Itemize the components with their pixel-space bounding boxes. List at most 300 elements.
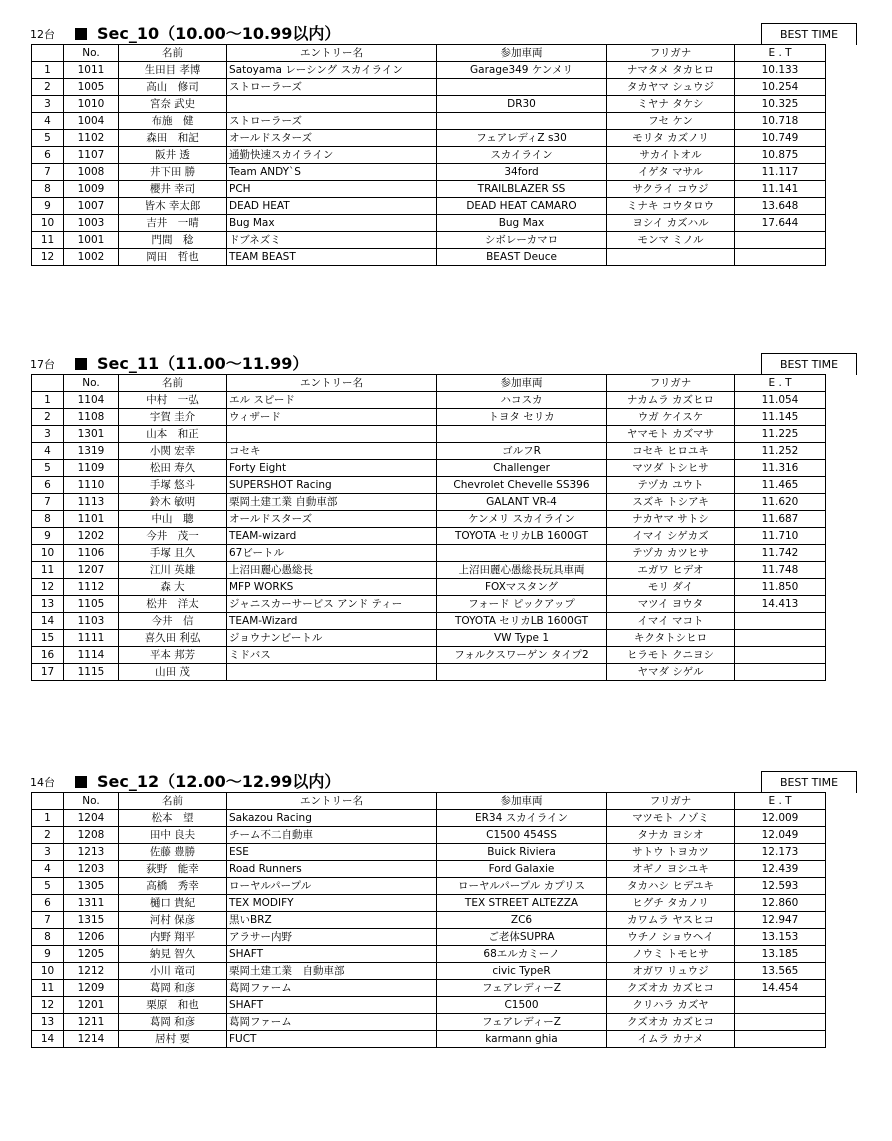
section-1 xyxy=(0,22,892,263)
entry-name-cell: アラサー内野 xyxy=(227,929,437,946)
section-2 xyxy=(0,352,892,678)
furigana-cell: ミヤナ タケシ xyxy=(607,96,735,113)
entry-name-cell: ドブネズミ xyxy=(227,232,437,249)
number-cell: 1319 xyxy=(64,443,119,460)
et-cell xyxy=(735,232,826,249)
entry-name-cell: 上沼田麗心愚総長 xyxy=(227,562,437,579)
table-row xyxy=(32,164,826,181)
vehicle-cell: シボレーカマロ xyxy=(437,232,607,249)
vehicle-cell: フォルクスワーゲン タイプ2 xyxy=(437,647,607,664)
rank-cell: 10 xyxy=(32,963,64,980)
number-cell: 1102 xyxy=(64,130,119,147)
table-row xyxy=(32,827,826,844)
vehicle-cell: トヨタ セリカ xyxy=(437,409,607,426)
entry-name-cell: ジャニスカーサービス アンド ティー xyxy=(227,596,437,613)
column-header: E . T xyxy=(735,375,826,392)
vehicle-cell: フォード ピックアップ xyxy=(437,596,607,613)
name-cell: 手塚 悠斗 xyxy=(119,477,227,494)
entry-name-cell: Satoyama レーシング スカイライン xyxy=(227,62,437,79)
table-row xyxy=(32,79,826,96)
furigana-cell: イムラ カナメ xyxy=(607,1031,735,1048)
et-cell xyxy=(735,664,826,681)
entry-name-cell: Road Runners xyxy=(227,861,437,878)
furigana-cell: クズオカ カズヒコ xyxy=(607,980,735,997)
name-cell: 松田 寿久 xyxy=(119,460,227,477)
number-cell: 1212 xyxy=(64,963,119,980)
furigana-cell xyxy=(607,249,735,266)
table-row xyxy=(32,562,826,579)
furigana-cell: オギノ ヨシユキ xyxy=(607,861,735,878)
rank-cell: 5 xyxy=(32,130,64,147)
number-cell: 1201 xyxy=(64,997,119,1014)
index-header xyxy=(32,375,64,392)
entry-name-cell: SHAFT xyxy=(227,997,437,1014)
vehicle-cell: C1500 xyxy=(437,997,607,1014)
best-time-label: BEST TIME xyxy=(761,23,857,45)
table-header-row xyxy=(32,45,826,62)
name-cell: 葛岡 和彦 xyxy=(119,1014,227,1031)
number-cell: 1002 xyxy=(64,249,119,266)
name-cell: 納見 智久 xyxy=(119,946,227,963)
number-cell: 1103 xyxy=(64,613,119,630)
name-cell: 樋口 貴紀 xyxy=(119,895,227,912)
rank-cell: 12 xyxy=(32,249,64,266)
entry-name-cell: 通勤快速スカイライン xyxy=(227,147,437,164)
name-cell: 鈴木 敏明 xyxy=(119,494,227,511)
number-cell: 1205 xyxy=(64,946,119,963)
furigana-cell: モリタ カズノリ xyxy=(607,130,735,147)
rank-cell: 14 xyxy=(32,1031,64,1048)
vehicle-cell: Garage349 ケンメリ xyxy=(437,62,607,79)
vehicle-cell: TRAILBLAZER SS xyxy=(437,181,607,198)
vehicle-cell: ケンメリ スカイライン xyxy=(437,511,607,528)
furigana-cell: モリ ダイ xyxy=(607,579,735,596)
column-header: 名前 xyxy=(119,45,227,62)
column-header: 名前 xyxy=(119,793,227,810)
name-cell: 岡田 哲也 xyxy=(119,249,227,266)
name-cell: 栗原 和也 xyxy=(119,997,227,1014)
entry-name-cell: オールドスターズ xyxy=(227,511,437,528)
et-cell: 11.742 xyxy=(735,545,826,562)
entry-name-cell: オールドスターズ xyxy=(227,130,437,147)
number-cell: 1311 xyxy=(64,895,119,912)
entry-name-cell: 葛岡ファーム xyxy=(227,1014,437,1031)
table-row xyxy=(32,460,826,477)
vehicle-cell xyxy=(437,426,607,443)
section-header xyxy=(0,352,892,374)
number-cell: 1108 xyxy=(64,409,119,426)
table-row xyxy=(32,198,826,215)
vehicle-cell: 34ford xyxy=(437,164,607,181)
vehicle-cell: Challenger xyxy=(437,460,607,477)
number-cell: 1110 xyxy=(64,477,119,494)
entry-name-cell: ストローラーズ xyxy=(227,79,437,96)
vehicle-cell: Bug Max xyxy=(437,215,607,232)
furigana-cell: テヅカ カツヒサ xyxy=(607,545,735,562)
rank-cell: 2 xyxy=(32,827,64,844)
square-bullet-icon xyxy=(75,358,87,370)
et-cell: 11.225 xyxy=(735,426,826,443)
furigana-cell: イマイ マコト xyxy=(607,613,735,630)
table-row xyxy=(32,1014,826,1031)
rank-cell: 6 xyxy=(32,895,64,912)
name-cell: 松井 洋太 xyxy=(119,596,227,613)
number-cell: 1305 xyxy=(64,878,119,895)
vehicle-cell: TEX STREET ALTEZZA xyxy=(437,895,607,912)
et-cell: 14.413 xyxy=(735,596,826,613)
number-cell: 1214 xyxy=(64,1031,119,1048)
number-cell: 1204 xyxy=(64,810,119,827)
results-table xyxy=(31,374,826,681)
vehicle-cell: 上沼田麗心愚総長玩具車両 xyxy=(437,562,607,579)
name-cell: 小関 宏幸 xyxy=(119,443,227,460)
et-cell xyxy=(735,1014,826,1031)
vehicle-cell: 68エルカミーノ xyxy=(437,946,607,963)
et-cell xyxy=(735,997,826,1014)
vehicle-cell xyxy=(437,79,607,96)
column-header: フリガナ xyxy=(607,45,735,62)
table-row xyxy=(32,545,826,562)
table-row xyxy=(32,596,826,613)
entry-name-cell: チーム不二自動車 xyxy=(227,827,437,844)
number-cell: 1203 xyxy=(64,861,119,878)
rank-cell: 5 xyxy=(32,460,64,477)
et-cell: 12.049 xyxy=(735,827,826,844)
table-row xyxy=(32,579,826,596)
number-cell: 1315 xyxy=(64,912,119,929)
rank-cell: 3 xyxy=(32,844,64,861)
vehicle-cell: BEAST Deuce xyxy=(437,249,607,266)
et-cell: 11.687 xyxy=(735,511,826,528)
section-title: Sec_10（10.00～10.99以内） xyxy=(97,24,341,43)
rank-cell: 11 xyxy=(32,562,64,579)
section-title: Sec_12（12.00～12.99以内） xyxy=(97,772,341,791)
rank-cell: 1 xyxy=(32,392,64,409)
et-cell: 10.718 xyxy=(735,113,826,130)
section-header xyxy=(0,770,892,792)
entry-name-cell: Forty Eight xyxy=(227,460,437,477)
rank-cell: 17 xyxy=(32,664,64,681)
vehicle-cell: フェアレディーZ xyxy=(437,1014,607,1031)
et-cell: 12.439 xyxy=(735,861,826,878)
table-row xyxy=(32,844,826,861)
vehicle-cell: civic TypeR xyxy=(437,963,607,980)
furigana-cell: サクライ コウジ xyxy=(607,181,735,198)
name-cell: 葛岡 和彦 xyxy=(119,980,227,997)
rank-cell: 3 xyxy=(32,96,64,113)
furigana-cell: タカハシ ヒデユキ xyxy=(607,878,735,895)
furigana-cell: クリハラ カズヤ xyxy=(607,997,735,1014)
furigana-cell: キクタトシヒロ xyxy=(607,630,735,647)
square-bullet-icon xyxy=(75,776,87,788)
et-cell xyxy=(735,249,826,266)
entry-name-cell: 栗岡土建工業 自動車部 xyxy=(227,494,437,511)
table-row xyxy=(32,511,826,528)
table-row xyxy=(32,494,826,511)
table-row xyxy=(32,528,826,545)
name-cell: 阪井 透 xyxy=(119,147,227,164)
table-row xyxy=(32,113,826,130)
vehicle-cell: スカイライン xyxy=(437,147,607,164)
furigana-cell: ミナキ コウタロウ xyxy=(607,198,735,215)
rank-cell: 8 xyxy=(32,181,64,198)
column-header: 参加車両 xyxy=(437,45,607,62)
table-row xyxy=(32,946,826,963)
rank-cell: 5 xyxy=(32,878,64,895)
number-cell: 1113 xyxy=(64,494,119,511)
et-cell: 13.185 xyxy=(735,946,826,963)
et-cell: 11.748 xyxy=(735,562,826,579)
name-cell: 山本 和正 xyxy=(119,426,227,443)
name-cell: 小川 竜司 xyxy=(119,963,227,980)
vehicle-cell: TOYOTA セリカLB 1600GT xyxy=(437,613,607,630)
number-cell: 1207 xyxy=(64,562,119,579)
entry-name-cell: TEAM-Wizard xyxy=(227,613,437,630)
name-cell: 喜久田 利弘 xyxy=(119,630,227,647)
vehicle-cell: GALANT VR-4 xyxy=(437,494,607,511)
vehicle-cell: VW Type 1 xyxy=(437,630,607,647)
entry-name-cell: 葛岡ファーム xyxy=(227,980,437,997)
entry-name-cell: ローヤルパープル xyxy=(227,878,437,895)
vehicle-cell: ZC6 xyxy=(437,912,607,929)
entry-name-cell: 67ビートル xyxy=(227,545,437,562)
name-cell: 手塚 且久 xyxy=(119,545,227,562)
name-cell: 中村 一弘 xyxy=(119,392,227,409)
rank-cell: 12 xyxy=(32,997,64,1014)
vehicle-cell: DR30 xyxy=(437,96,607,113)
et-cell: 11.252 xyxy=(735,443,826,460)
number-cell: 1213 xyxy=(64,844,119,861)
et-cell: 11.145 xyxy=(735,409,826,426)
vehicle-cell: karmann ghia xyxy=(437,1031,607,1048)
column-header: No. xyxy=(64,45,119,62)
number-cell: 1007 xyxy=(64,198,119,215)
furigana-cell: ヒラモト クニヨシ xyxy=(607,647,735,664)
entry-name-cell xyxy=(227,96,437,113)
number-cell: 1101 xyxy=(64,511,119,528)
column-header: 参加車両 xyxy=(437,793,607,810)
furigana-cell: ウガ ケイスケ xyxy=(607,409,735,426)
et-cell xyxy=(735,630,826,647)
et-cell xyxy=(735,647,826,664)
number-cell: 1004 xyxy=(64,113,119,130)
name-cell: 高橋 秀幸 xyxy=(119,878,227,895)
table-row xyxy=(32,613,826,630)
entry-name-cell: Sakazou Racing xyxy=(227,810,437,827)
rank-cell: 9 xyxy=(32,198,64,215)
table-row xyxy=(32,477,826,494)
number-cell: 1104 xyxy=(64,392,119,409)
table-row xyxy=(32,861,826,878)
number-cell: 1208 xyxy=(64,827,119,844)
table-row xyxy=(32,409,826,426)
et-cell: 12.860 xyxy=(735,895,826,912)
rank-cell: 4 xyxy=(32,443,64,460)
rank-cell: 16 xyxy=(32,647,64,664)
vehicle-cell: ER34 スカイライン xyxy=(437,810,607,827)
et-cell: 11.054 xyxy=(735,392,826,409)
best-time-label: BEST TIME xyxy=(761,771,857,793)
entry-name-cell xyxy=(227,664,437,681)
entry-name-cell: DEAD HEAT xyxy=(227,198,437,215)
name-cell: 井下田 勝 xyxy=(119,164,227,181)
et-cell: 10.749 xyxy=(735,130,826,147)
table-header-row xyxy=(32,375,826,392)
entry-name-cell: ウィザード xyxy=(227,409,437,426)
rank-cell: 4 xyxy=(32,113,64,130)
table-row xyxy=(32,664,826,681)
column-header: 名前 xyxy=(119,375,227,392)
table-row xyxy=(32,878,826,895)
name-cell: 荻野 能幸 xyxy=(119,861,227,878)
rank-cell: 3 xyxy=(32,426,64,443)
et-cell: 11.850 xyxy=(735,579,826,596)
furigana-cell: ヤマモト カズマサ xyxy=(607,426,735,443)
table-row xyxy=(32,980,826,997)
name-cell: 今井 信 xyxy=(119,613,227,630)
et-cell: 10.254 xyxy=(735,79,826,96)
et-cell: 11.141 xyxy=(735,181,826,198)
vehicle-cell: DEAD HEAT CAMARO xyxy=(437,198,607,215)
furigana-cell: マツダ トシヒサ xyxy=(607,460,735,477)
column-header: 参加車両 xyxy=(437,375,607,392)
section-title: Sec_11（11.00～11.99） xyxy=(97,354,309,373)
number-cell: 1114 xyxy=(64,647,119,664)
entry-count: 14台 xyxy=(30,776,55,789)
entry-name-cell xyxy=(227,426,437,443)
number-cell: 1008 xyxy=(64,164,119,181)
rank-cell: 10 xyxy=(32,545,64,562)
entry-name-cell: SHAFT xyxy=(227,946,437,963)
name-cell: 門間 稔 xyxy=(119,232,227,249)
column-header: No. xyxy=(64,793,119,810)
index-header xyxy=(32,45,64,62)
rank-cell: 14 xyxy=(32,613,64,630)
table-row xyxy=(32,647,826,664)
number-cell: 1112 xyxy=(64,579,119,596)
number-cell: 1009 xyxy=(64,181,119,198)
name-cell: 森 大 xyxy=(119,579,227,596)
number-cell: 1001 xyxy=(64,232,119,249)
vehicle-cell xyxy=(437,113,607,130)
vehicle-cell: ハコスカ xyxy=(437,392,607,409)
entry-name-cell: ESE xyxy=(227,844,437,861)
column-header: エントリー名 xyxy=(227,793,437,810)
table-row xyxy=(32,912,826,929)
furigana-cell: ヤマダ シゲル xyxy=(607,664,735,681)
furigana-cell: カワムラ ヤスヒコ xyxy=(607,912,735,929)
furigana-cell: スズキ トシアキ xyxy=(607,494,735,511)
number-cell: 1115 xyxy=(64,664,119,681)
entry-name-cell: MFP WORKS xyxy=(227,579,437,596)
square-bullet-icon xyxy=(75,28,87,40)
table-row xyxy=(32,929,826,946)
name-cell: 平本 邦芳 xyxy=(119,647,227,664)
name-cell: 森田 和記 xyxy=(119,130,227,147)
name-cell: 皆木 幸太郎 xyxy=(119,198,227,215)
number-cell: 1111 xyxy=(64,630,119,647)
column-header: フリガナ xyxy=(607,793,735,810)
furigana-cell: ノウミ トモヒサ xyxy=(607,946,735,963)
table-row xyxy=(32,215,826,232)
vehicle-cell: フェアレディZ s30 xyxy=(437,130,607,147)
number-cell: 1107 xyxy=(64,147,119,164)
et-cell: 12.009 xyxy=(735,810,826,827)
furigana-cell: クズオカ カズヒコ xyxy=(607,1014,735,1031)
best-time-label: BEST TIME xyxy=(761,353,857,375)
rank-cell: 15 xyxy=(32,630,64,647)
rank-cell: 6 xyxy=(32,147,64,164)
rank-cell: 10 xyxy=(32,215,64,232)
number-cell: 1206 xyxy=(64,929,119,946)
furigana-cell: タカヤマ シュウジ xyxy=(607,79,735,96)
rank-cell: 13 xyxy=(32,596,64,613)
entry-name-cell: TEAM-wizard xyxy=(227,528,437,545)
furigana-cell: ヒグチ タカノリ xyxy=(607,895,735,912)
rank-cell: 11 xyxy=(32,980,64,997)
name-cell: 田中 良夫 xyxy=(119,827,227,844)
furigana-cell: オガワ リュウジ xyxy=(607,963,735,980)
name-cell: 中山 聰 xyxy=(119,511,227,528)
table-header-row xyxy=(32,793,826,810)
et-cell: 12.173 xyxy=(735,844,826,861)
rank-cell: 8 xyxy=(32,929,64,946)
number-cell: 1211 xyxy=(64,1014,119,1031)
name-cell: 吉井 一晴 xyxy=(119,215,227,232)
table-row xyxy=(32,181,826,198)
vehicle-cell: Chevrolet Chevelle SS396 xyxy=(437,477,607,494)
furigana-cell: サトウ トヨカツ xyxy=(607,844,735,861)
table-row xyxy=(32,96,826,113)
table-row xyxy=(32,895,826,912)
entry-name-cell: ミドバス xyxy=(227,647,437,664)
furigana-cell: タナカ ヨシオ xyxy=(607,827,735,844)
name-cell: 生田目 孝博 xyxy=(119,62,227,79)
table-row xyxy=(32,443,826,460)
vehicle-cell: TOYOTA セリカLB 1600GT xyxy=(437,528,607,545)
column-header: E . T xyxy=(735,793,826,810)
column-header: エントリー名 xyxy=(227,375,437,392)
entry-name-cell: 栗岡土建工業 自動車部 xyxy=(227,963,437,980)
name-cell: 宮奈 武史 xyxy=(119,96,227,113)
name-cell: 今井 茂一 xyxy=(119,528,227,545)
furigana-cell: ナカムラ カズヒロ xyxy=(607,392,735,409)
vehicle-cell: Buick Riviera xyxy=(437,844,607,861)
furigana-cell: ウチノ ショウヘイ xyxy=(607,929,735,946)
table-row xyxy=(32,249,826,266)
furigana-cell: ナカヤマ サトシ xyxy=(607,511,735,528)
column-header: E . T xyxy=(735,45,826,62)
furigana-cell: テヅカ ユウト xyxy=(607,477,735,494)
et-cell: 11.316 xyxy=(735,460,826,477)
table-row xyxy=(32,1031,826,1048)
number-cell: 1105 xyxy=(64,596,119,613)
table-row xyxy=(32,810,826,827)
rank-cell: 8 xyxy=(32,511,64,528)
furigana-cell: エガワ ヒデオ xyxy=(607,562,735,579)
number-cell: 1106 xyxy=(64,545,119,562)
entry-name-cell: TEAM BEAST xyxy=(227,249,437,266)
number-cell: 1005 xyxy=(64,79,119,96)
et-cell: 14.454 xyxy=(735,980,826,997)
et-cell: 12.947 xyxy=(735,912,826,929)
entry-count: 12台 xyxy=(30,28,55,41)
rank-cell: 7 xyxy=(32,494,64,511)
furigana-cell: フセ ケン xyxy=(607,113,735,130)
name-cell: 江川 英雄 xyxy=(119,562,227,579)
et-cell: 17.644 xyxy=(735,215,826,232)
rank-cell: 1 xyxy=(32,810,64,827)
